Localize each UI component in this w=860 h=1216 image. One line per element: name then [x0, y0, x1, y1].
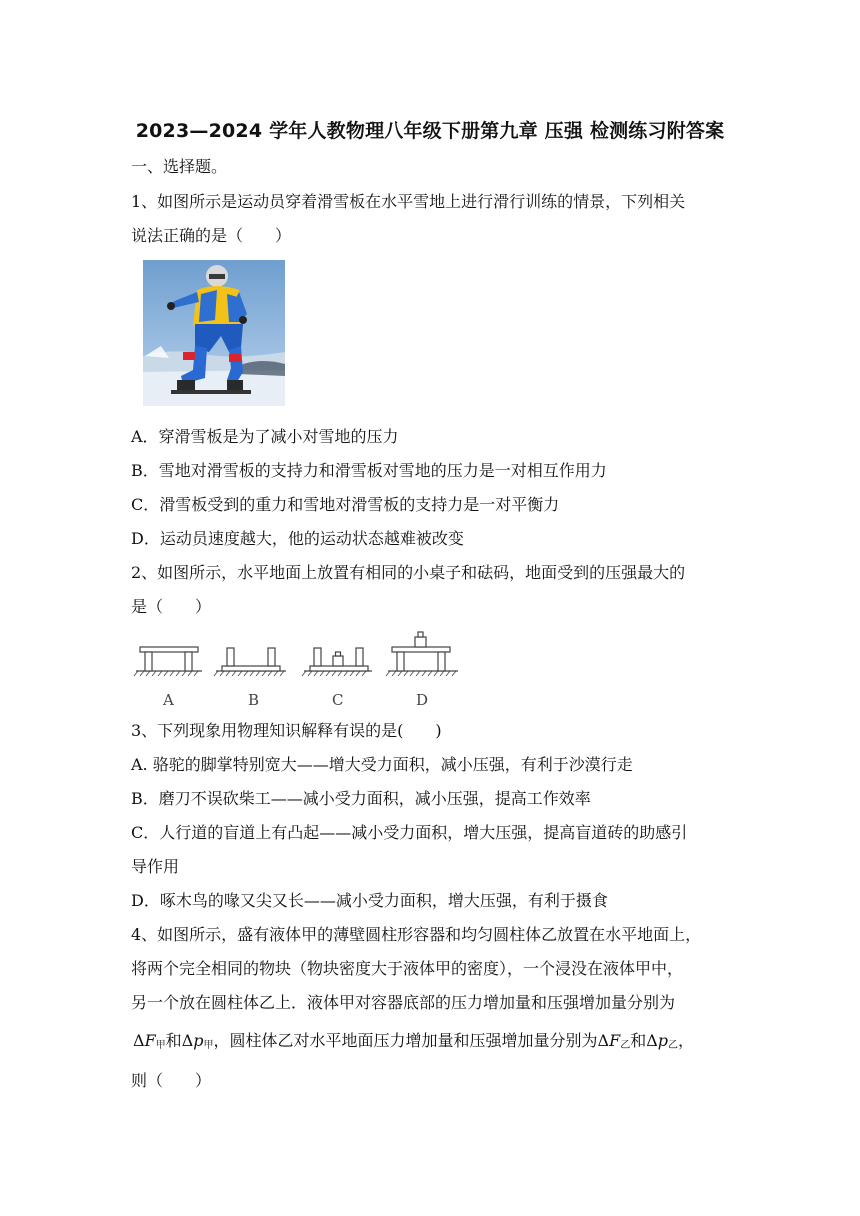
q4-delta-p-yi: $\Delta p_乙$ — [646, 1031, 679, 1051]
figure-c — [302, 648, 372, 676]
document-title: 2023—2024 学年人教物理八年级下册第九章 压强 检测练习附答案 — [135, 120, 725, 142]
section-heading: 一、选择题。 — [131, 157, 228, 176]
q4-stem-line2: 将两个完全相同的物块（物块密度大于液体甲的密度），一个浸没在液体甲中， — [131, 959, 684, 978]
figure-label-b: B — [248, 691, 260, 709]
q1-stem-line2: 说法正确的是（ ） — [131, 226, 292, 245]
figure-a — [134, 647, 202, 676]
q3-option-b: B．磨刀不误砍柴工——减小受力面积，减小压强，提高工作效率 — [131, 789, 591, 808]
q1-option-a: A．穿滑雪板是为了减小对雪地的压力 — [131, 427, 399, 446]
q2-stem-line1: 2、如图所示，水平地面上放置有相同的小桌子和砝码，地面受到的压强最大的 — [131, 563, 686, 582]
figure-b — [214, 648, 286, 676]
q1-option-d: D．运动员速度越大，他的运动状态越难被改变 — [131, 529, 464, 548]
q4-stem-line4: $\Delta F_甲$和$\Delta p_甲$，圆柱体乙对水平地面压力增加量和压强增加量分别为$\Delta F_乙$和$\Delta p_乙$， — [133, 1031, 695, 1051]
figure-label-d: D — [416, 691, 429, 709]
figure-label-c: C — [332, 691, 344, 709]
q3-option-a: A. 骆驼的脚掌特别宽大——增大受力面积，减小压强，有利于沙漠行走 — [131, 755, 633, 774]
q1-option-b: B．雪地对滑雪板的支持力和滑雪板对雪地的压力是一对相互作用力 — [131, 461, 607, 480]
q4-stem-line1: 4、如图所示，盛有液体甲的薄壁圆柱形容器和均匀圆柱体乙放置在水平地面上， — [131, 925, 702, 944]
q4-line4-text: ，圆柱体乙对水平地面压力增加量和压强增加量分别为 — [213, 1031, 598, 1050]
q2-stem-line2: 是（ ） — [131, 597, 212, 616]
q3-stem: 3、下列现象用物理知识解释有误的是( ) — [131, 721, 442, 740]
q4-delta-p-jia: $\Delta p_甲$ — [181, 1031, 214, 1051]
snowboarder-photo — [143, 260, 285, 406]
q3-option-c-line1: C．人行道的盲道上有凸起——减小受力面积，增大压强，提高盲道砖的助感引 — [131, 823, 688, 842]
q4-stem-line5: 则（ ） — [131, 1071, 212, 1090]
q4-stem-line3: 另一个放在圆柱体乙上．液体甲对容器底部的压力增加量和压强增加量分别为 — [131, 993, 676, 1012]
q4-delta-f-yi: $\Delta F_乙$ — [597, 1031, 631, 1051]
figure-d — [386, 632, 458, 676]
q1-stem-line1: 1、如图所示是运动员穿着滑雪板在水平雪地上进行滑行训练的情景，下列相关 — [131, 192, 686, 211]
figure-label-a: A — [163, 691, 174, 709]
q3-option-d: D．啄木鸟的喙又尖又长——减小受力面积，增大压强，有利于摄食 — [131, 891, 608, 910]
q1-option-c: C．滑雪板受到的重力和雪地对滑雪板的支持力是一对平衡力 — [131, 495, 560, 514]
q4-delta-f-jia: $\Delta F_甲$ — [133, 1031, 166, 1051]
q3-option-c-line2: 导作用 — [131, 857, 180, 876]
table-weight-figure — [132, 626, 472, 710]
